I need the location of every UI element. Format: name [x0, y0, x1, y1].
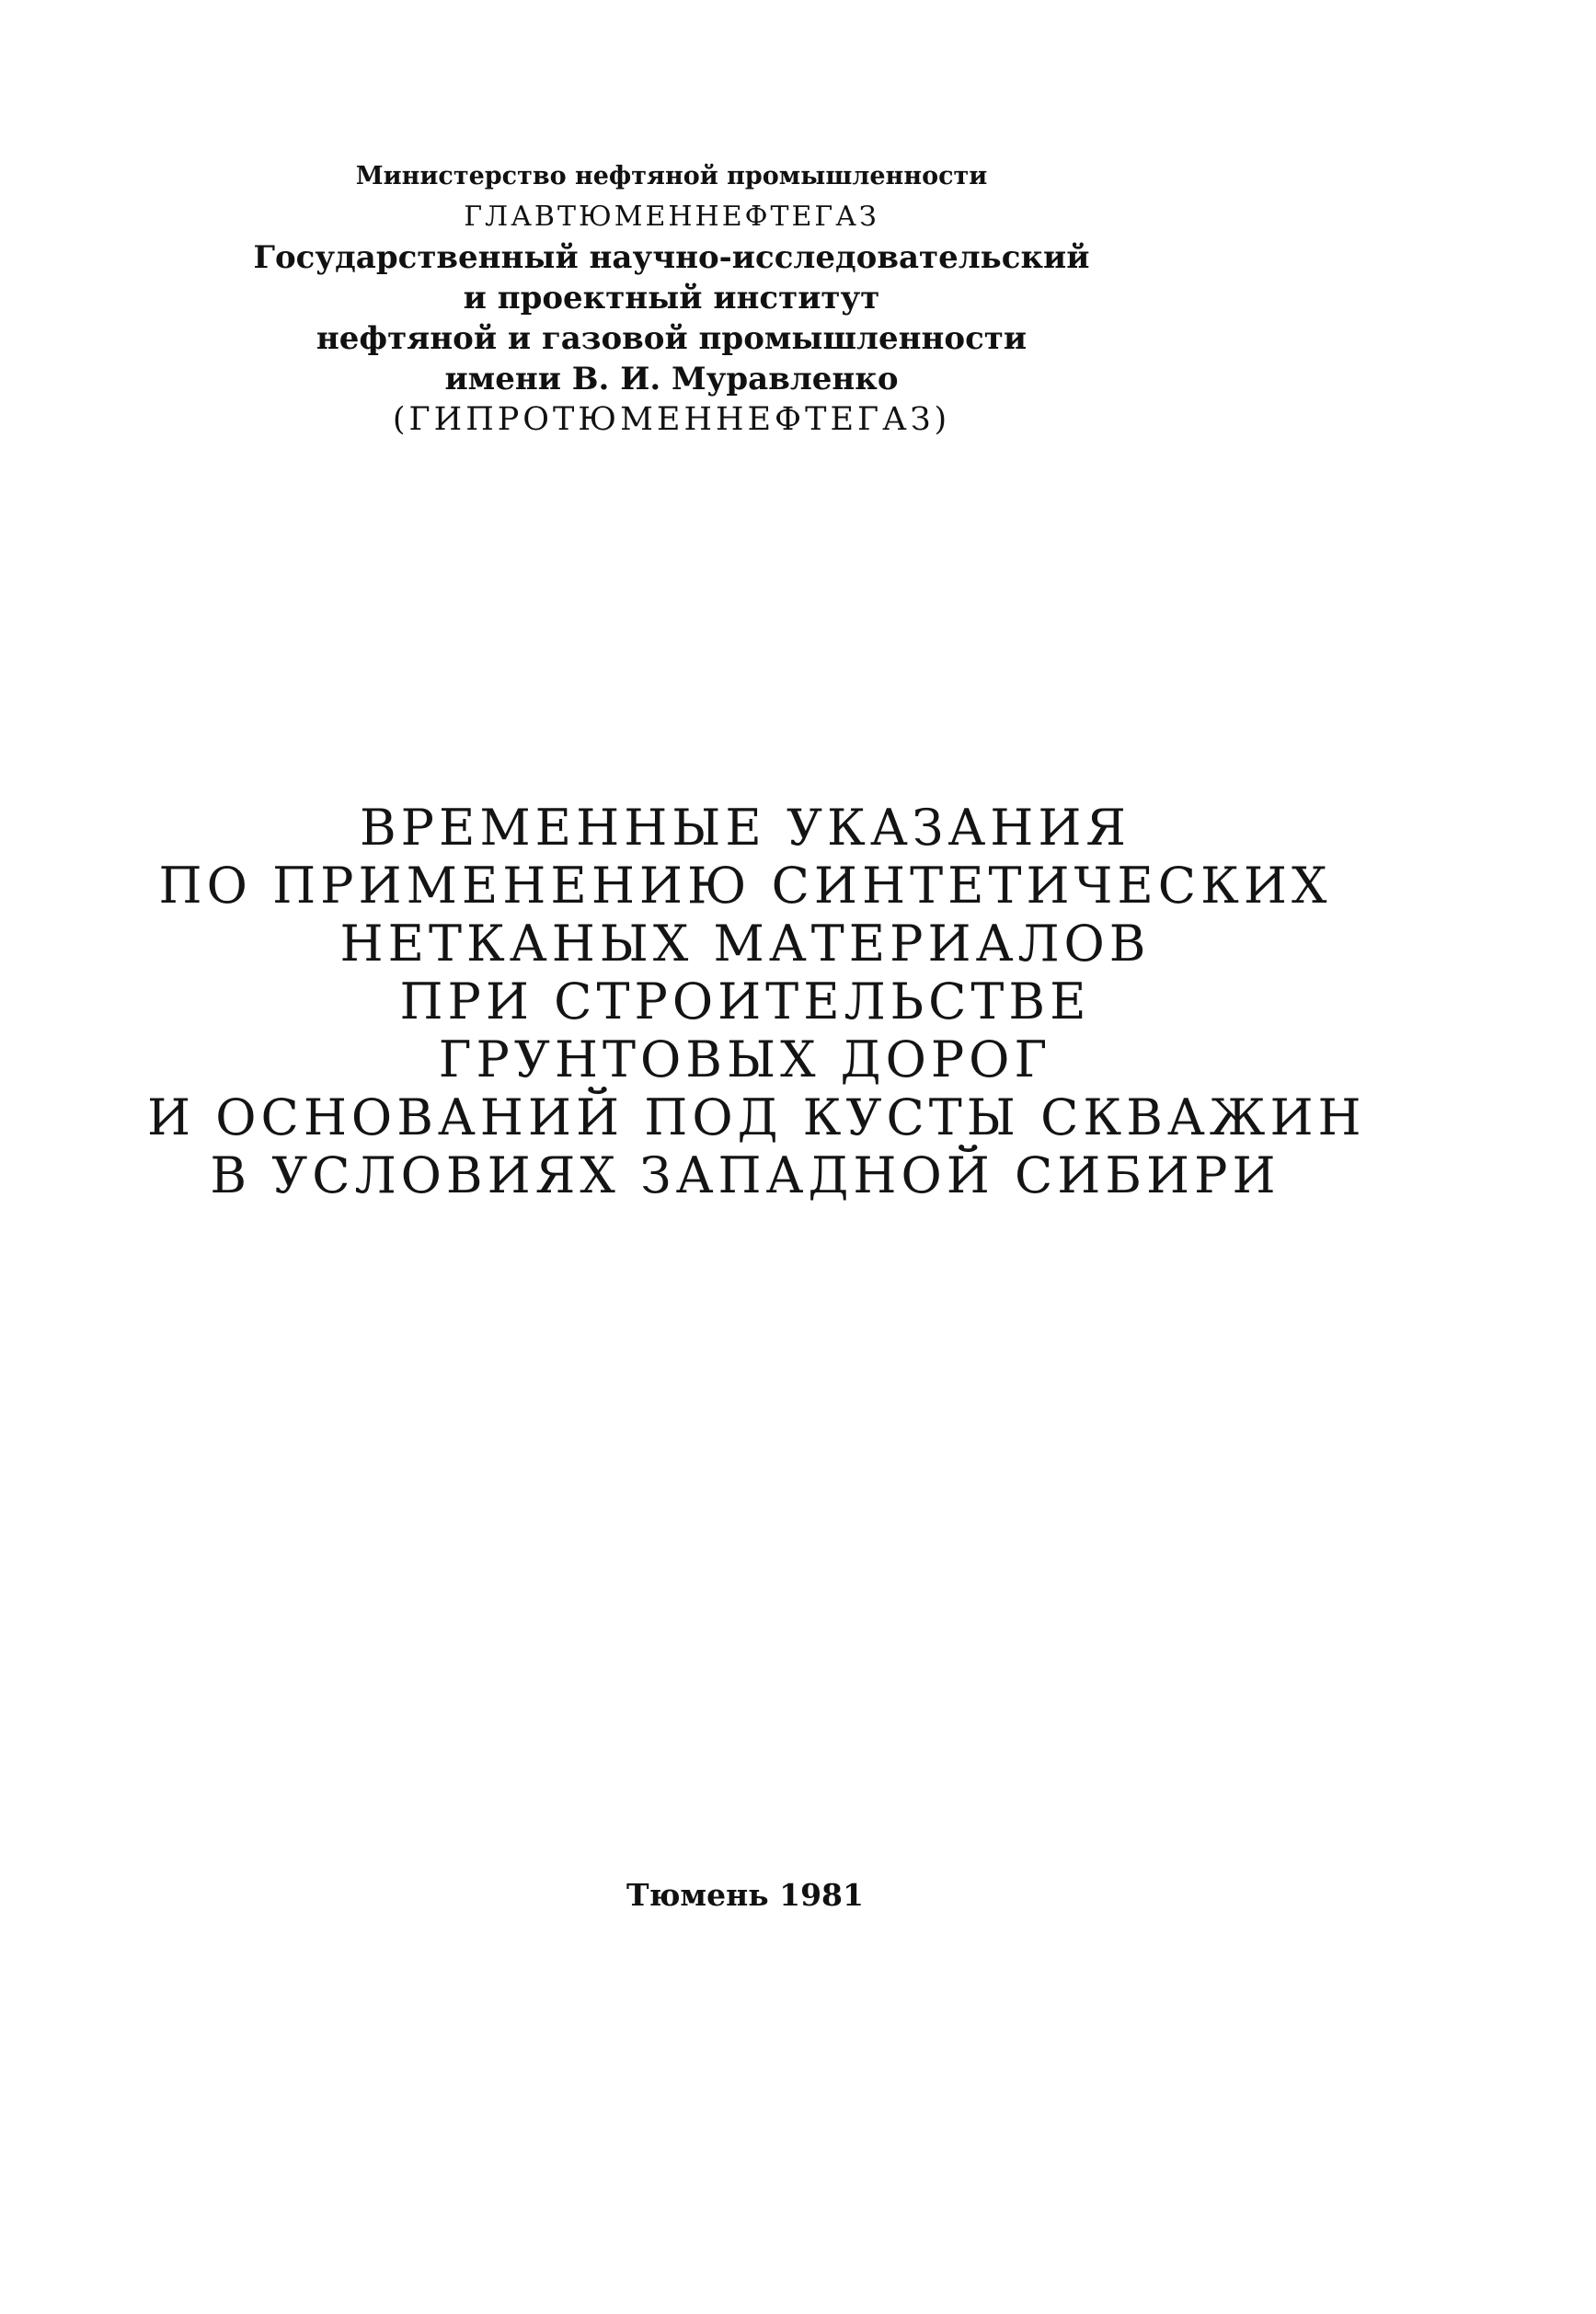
document-title	[147, 799, 1366, 1204]
institute-line: и проектный институт	[463, 280, 880, 317]
institute-line: нефтяной и газовой промышленности	[316, 320, 1028, 357]
organization-line: ГЛАВТЮМЕННЕФТЕГАЗ	[464, 201, 879, 233]
imprint-place-year: Тюмень 1981	[626, 1877, 864, 1913]
title-line: НЕТКАНЫХ МАТЕРИАЛОВ	[339, 915, 1151, 973]
institute-abbreviation: (ГИПРОТЮМЕННЕФТЕГАЗ)	[392, 401, 951, 438]
publisher-header	[212, 156, 1131, 440]
title-line: В УСЛОВИЯХ ЗАПАДНОЙ СИБИРИ	[210, 1146, 1280, 1204]
ministry-line: Министерство нефтяной промышленности	[355, 162, 988, 190]
title-line: ПРИ СТРОИТЕЛЬСТВЕ	[399, 973, 1091, 1030]
title-line: ПО ПРИМЕНЕНИЮ СИНТЕТИЧЕСКИХ	[158, 857, 1332, 915]
title-line: И ОСНОВАНИЙ ПОД КУСТЫ СКВАЖИН	[147, 1088, 1366, 1146]
title-line: ГРУНТОВЫХ ДОРОГ	[438, 1030, 1052, 1088]
institute-name-line: имени В. И. Муравленко	[444, 361, 899, 397]
institute-line: Государственный научно-исследовательский	[253, 239, 1090, 276]
title-line: ВРЕМЕННЫЕ УКАЗАНИЯ	[359, 799, 1131, 857]
